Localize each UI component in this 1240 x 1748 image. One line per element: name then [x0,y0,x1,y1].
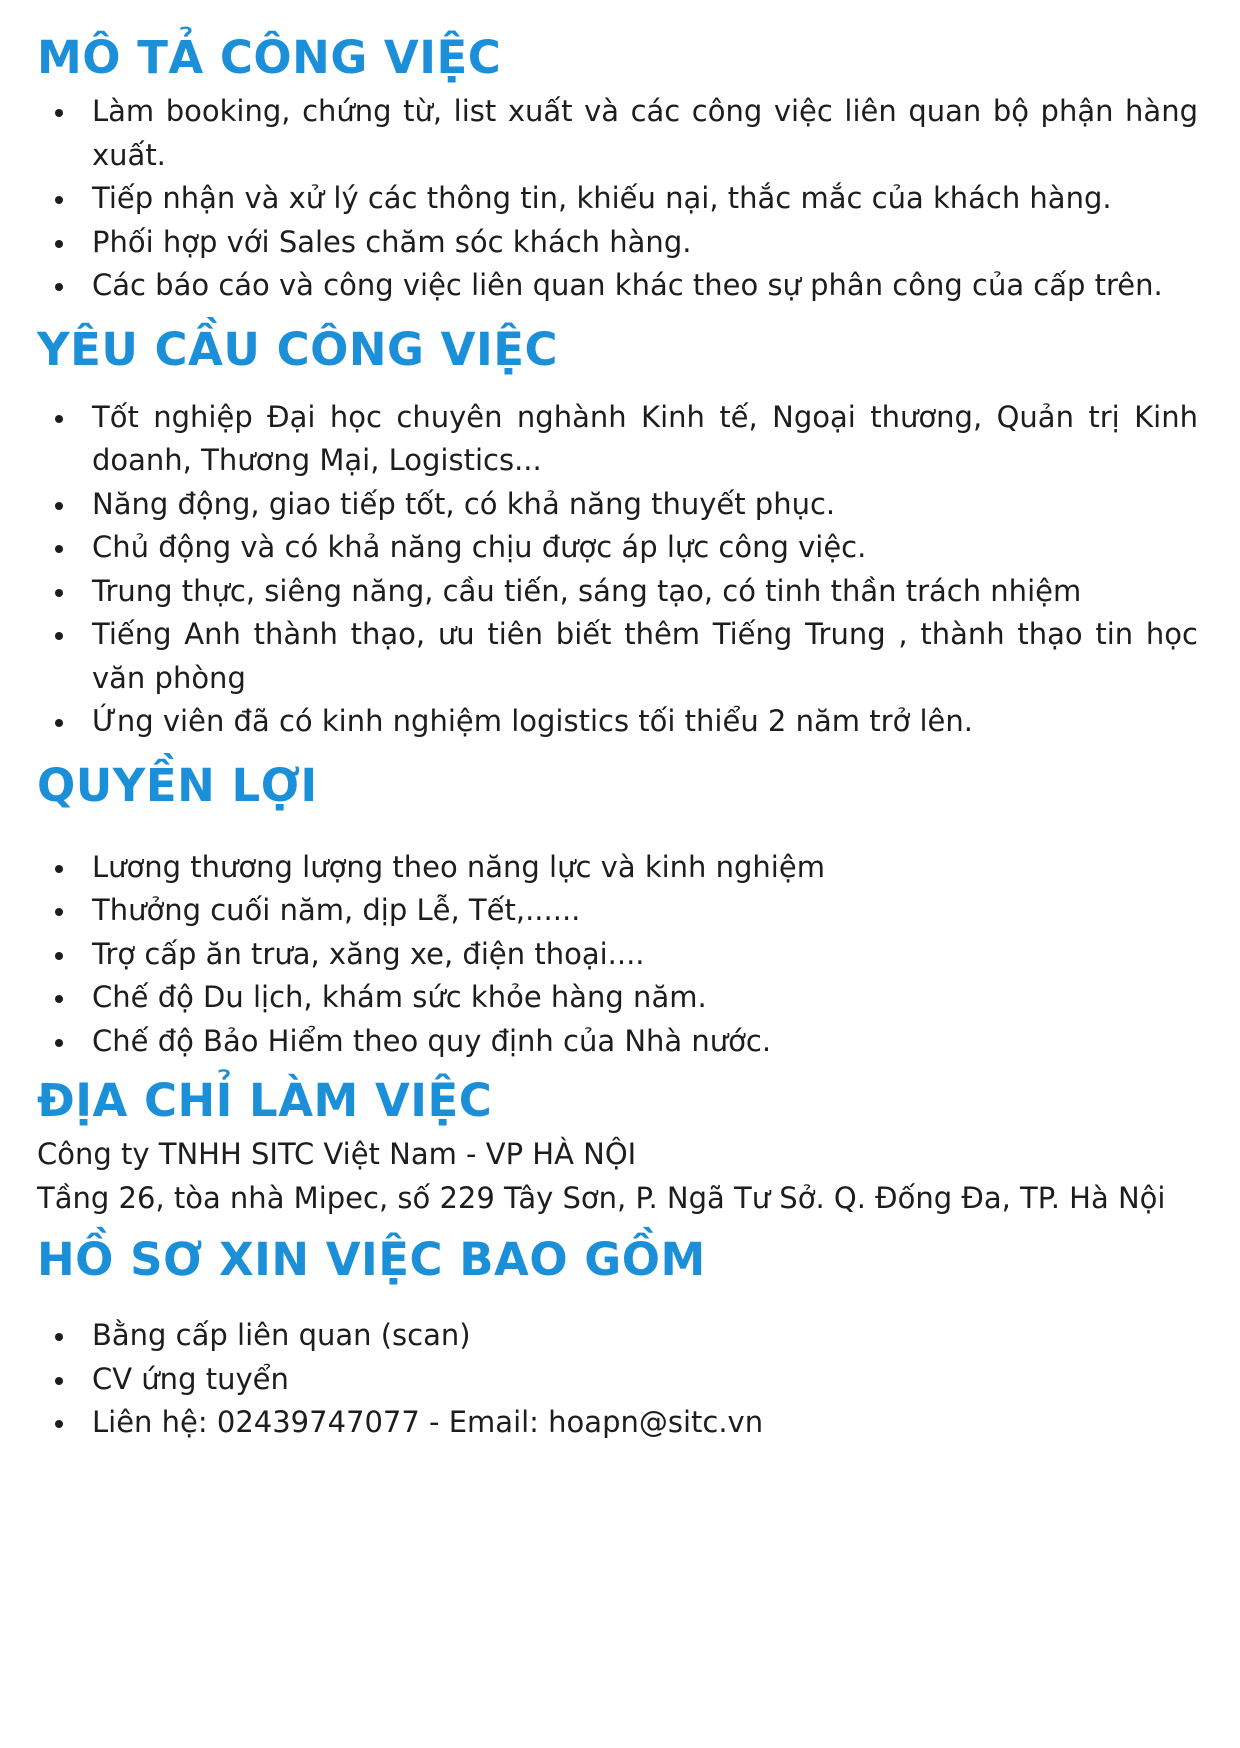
list-item: Chế độ Du lịch, khám sức khỏe hàng năm. [37,976,1198,1020]
list-item: Lương thương lượng theo năng lực và kinh nghiệm [37,846,1198,890]
contact-info: Liên hệ: 02439747077 - Email: hoapn@sitc.vn [37,1401,1198,1445]
requirements-list [37,396,1198,744]
requirements-section [37,318,1198,744]
job-description-section [37,26,1198,308]
list-item: Tiếng Anh thành thạo, ưu tiên biết thêm Tiếng Trung , thành thạo tin học văn phòng [37,613,1198,700]
list-item: Bằng cấp liên quan (scan) [37,1314,1198,1358]
list-item: Chế độ Bảo Hiểm theo quy định của Nhà nước. [37,1020,1198,1064]
benefits-list [37,846,1198,1064]
company-name: Công ty TNHH SITC Việt Nam - VP HÀ NỘI [37,1137,637,1171]
list-item: Làm booking, chứng từ, list xuất và các công việc liên quan bộ phận hàng xuất. [37,90,1198,177]
list-item: Trợ cấp ăn trưa, xăng xe, điện thoại.... [37,933,1198,977]
address-heading: ĐỊA CHỈ LÀM VIỆC [37,1074,493,1127]
list-item: Thưởng cuối năm, dịp Lễ, Tết,...... [37,889,1198,933]
requirements-heading: YÊU CẦU CÔNG VIỆC [37,322,558,376]
list-item: Tốt nghiệp Đại học chuyên nghành Kinh tế, Ngoại thương, Quản trị Kinh doanh, Thương Mại, Logistics... [37,396,1198,483]
application-section [37,1228,1198,1445]
list-item: Năng động, giao tiếp tốt, có khả năng thuyết phục. [37,483,1198,527]
list-item: Tiếp nhận và xử lý các thông tin, khiếu nại, thắc mắc của khách hàng. [37,177,1198,221]
application-heading: HỒ SƠ XIN VIỆC BAO GỒM [37,1233,706,1286]
office-address: Tầng 26, tòa nhà Mipec, số 229 Tây Sơn, P. Ngã Tư Sở. Q. Đống Đa, TP. Hà Nội [37,1180,1166,1215]
benefits-section [37,754,1198,1064]
list-item: Chủ động và có khả năng chịu được áp lực công việc. [37,526,1198,570]
job-description-heading: MÔ TẢ CÔNG VIỆC [37,31,502,84]
job-description-list [37,90,1198,308]
address-section [37,1069,1198,1220]
list-item: Các báo cáo và công việc liên quan khác theo sự phân công của cấp trên. [37,264,1198,308]
list-item: Phối hợp với Sales chăm sóc khách hàng. [37,221,1198,265]
benefits-heading: QUYỀN LỢI [37,758,318,812]
application-list [37,1314,1198,1445]
list-item: CV ứng tuyển [37,1358,1198,1402]
list-item: Trung thực, siêng năng, cầu tiến, sáng tạo, có tinh thần trách nhiệm [37,570,1198,614]
list-item: Ứng viên đã có kinh nghiệm logistics tối thiểu 2 năm trở lên. [37,700,1198,744]
